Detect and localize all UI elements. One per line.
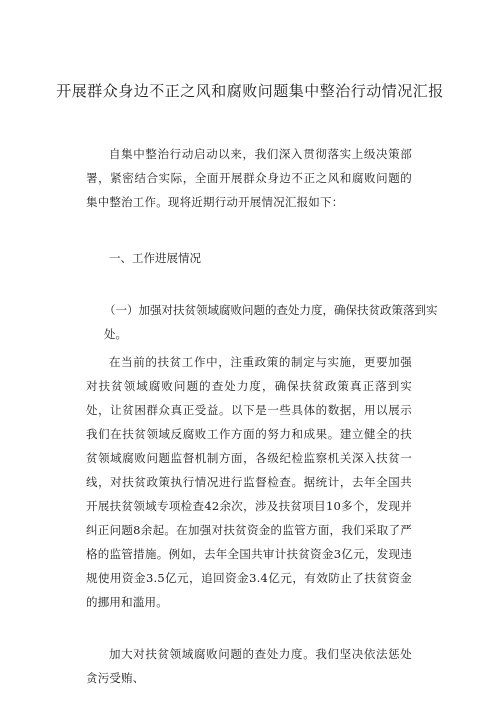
document-title: 开展群众身边不正之风和腐败问题集中整治行动情况汇报 [56, 82, 444, 100]
subsection-heading: （一）加强对扶贫领域腐败问题的查处力度，确保扶贫政策落到实处。 [104, 303, 438, 341]
body-paragraph: 在当前的扶贫工作中，注重政策的制定与实施，更要加强对扶贫领域腐败问题的查处力度，确保扶贫政策真正落到实处，让贫困群众真正受益。以下是一些具体的数据，用以展示我们在扶贫领域反腐败工作方面的努力和成果。建立健全的扶贫领域腐败问题监督机制方面，各级纪检监察机关深入扶贫一线，对扶贫政策执行情况进行监督检查。据统计，去年全国共开展扶贫领域专项检查42余次，涉及扶贫项目10多个，发现并纠正问题8余起。在加强对扶贫资金的监管方面，我们采取了严格的监管措施。例如，去年全国共审计扶贫资金3亿元，发现违规使用资金3.5亿元，追回资金3.4亿元，有效防止了扶贫资金的挪用和滥用。 [86, 355, 412, 609]
intro-paragraph: 自集中整治行动启动以来，我们深入贯彻落实上级决策部署，紧密结合实际，全面开展群众身边不正之风和腐败问题的集中整治工作。现将近期行动开展情况汇报如下： [86, 147, 412, 209]
section-heading: 一、工作进展情况 [109, 251, 201, 265]
body-paragraph-continued: 加大对扶贫领域腐败问题的查处力度。我们坚决依法惩处贪污受贿、 [86, 647, 412, 685]
